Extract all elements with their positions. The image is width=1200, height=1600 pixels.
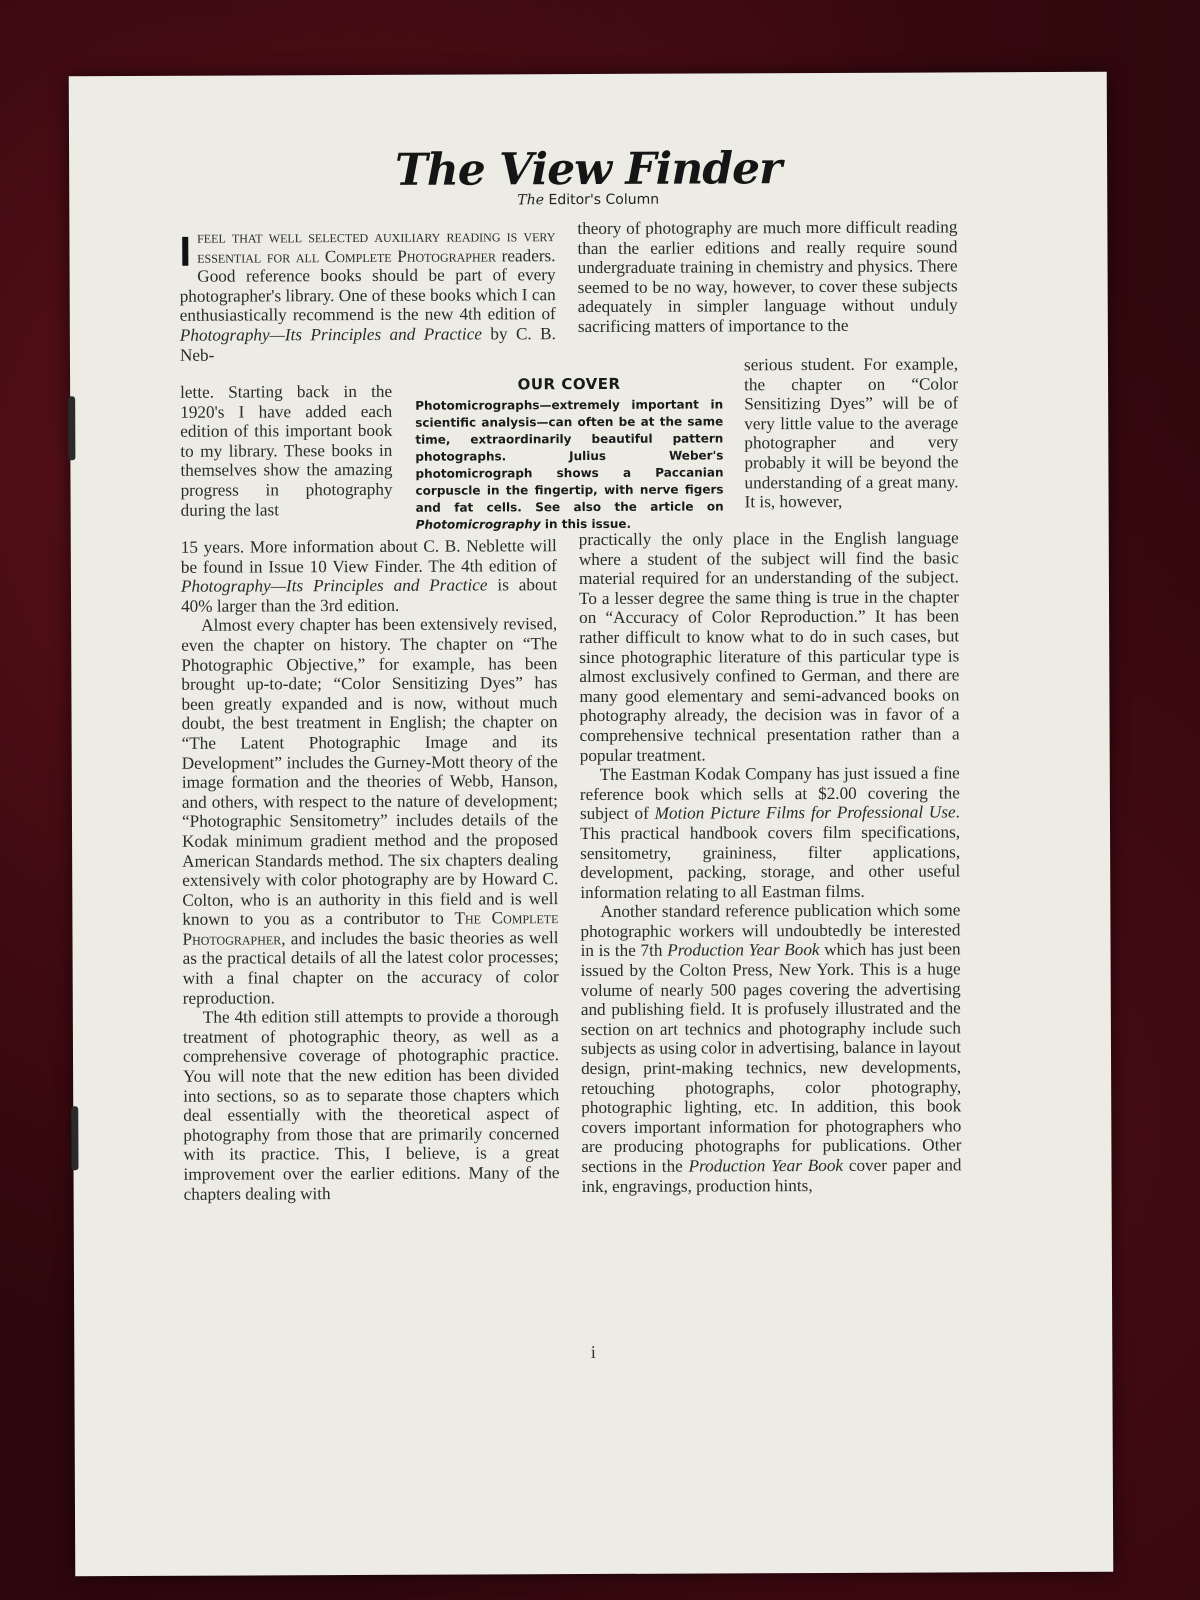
masthead-title: The View Finder <box>394 143 782 196</box>
staple <box>68 396 75 460</box>
wrap-text: lette. Starting back in the 1920's I have added each edition of this important book to my library. These books in themselves show the amazing progress in photography during the last <box>180 381 393 520</box>
page-number: i <box>590 1341 596 1363</box>
paragraph: The Eastman Kodak Company has just issued a fine reference book which sells at $2.00 covering the subject of Motion Picture Films for Professional Use. This practical handbook covers film specifications, sensitometry, graininess, filter applications, development, packing, storage, and other useful information relating to all Eastman films. <box>579 763 961 902</box>
paragraph: 15 years. More information about C. B. Neblette will be found in Issue 10 View Finder. The 4th edition of Photography—Its Principles and Practice is about 40% larger than the 3rd edition. <box>180 536 557 616</box>
paragraph: Almost every chapter has been extensively revised, even the chapter on history. The chapter on “The Photographic Objective,” for example, has been brought up-to-date; “Color Sensitizing Dyes” has been greatly expanded and is now, without much doubt, the best treatment in English; the chapter on “The Latent Photographic Image and its Development” includes the Gurney-Mott theory of the image formation and the theories of Webb, Hanson, and others, with respect to the nature of development; “Photographic Sensitometry” includes details of the Kodak minimum gradient method and the proposed American Standards method. The six chapters dealing extensively with color photography are by Howard C. Colton, who is an authority in this field and is well known to you as a contributor to The Complete Photographer, and includes the basic theories as well as the practical details of all the latest color processes; with a final chapter on the accuracy of color reproduction. <box>181 614 559 1008</box>
paragraph: theory of photography are much more difficult reading than the earlier editions and really require sound undergraduate training in chemistry and physics. There seemed to be no way, however, to cover these subjects adequately in simpler language without unduly sacrificing matters of importance to the <box>577 217 958 337</box>
our-cover-box <box>415 374 724 533</box>
column-1-top <box>179 226 556 365</box>
column-2-top <box>577 217 958 336</box>
column-1-bottom <box>181 536 560 1204</box>
our-cover-title: OUR COVER <box>517 374 621 394</box>
column-2-wrap <box>744 354 959 512</box>
wrap-text: serious student. For example, the chapter on “Color Sensitizing Dyes” will be of very little value to the average photographer and very probably it will be beyond the understanding of a great many. It is, however, <box>743 354 959 512</box>
paragraph: practically the only place in the English language where a student of the subject will find the basic material required for an understanding of the subject. To a lesser degree the same thing is true in the chapter on “Accuracy of Color Reproduction.” It has been rather difficult to know what to do in such cases, but since photographic literature of this particular type is almost exclusively confined to German, and there are many good elementary and semi-advanced books on photography already, the decision was in favor of a comprehensive technical presentation rather than a popular treatment. <box>578 528 960 765</box>
magazine-page <box>69 72 1114 1577</box>
masthead-subtitle: The Editor's Column <box>517 191 660 209</box>
intro-paragraph: Ifeel that well selected auxiliary reading is very essential for all Complete Photographer readers. Good reference books should be part of every photographer's library. One of these books which I can enthusiastically recommend is the new 4th edition of Photography—Its Principles and Practice by C. B. Neb- <box>179 226 556 365</box>
column-1-wrap <box>180 382 393 520</box>
our-cover-body: Photomicrographs—extremely important in scientific analysis—can often be at the same time, extraordinarily beautiful pattern photographs. Julius Weber's photomicrograph shows a Paccanian corpuscle in the fingertip, with nerve figers and fat cells. See also the article on Photomicrography in this issue. <box>415 397 724 532</box>
paragraph: The 4th edition still attempts to provide a thorough treatment of photographic theory, as well as a comprehensive coverage of photographic practice. You will note that the new edition has been divided into sections, so as to separate those chapters which deal essentially with the theoretical aspect of photography from those that are primarily concerned with its practice. This, I believe, is a great improvement over the earlier editions. Many of the chapters dealing with <box>182 1006 560 1204</box>
masthead <box>69 144 1107 211</box>
staple <box>71 1106 78 1170</box>
paragraph: Another standard reference publication which some photographic workers will undoubtedly be interested in is the 7th Production Year Book which has just been issued by the Colton Press, New York. This is a huge volume of nearly 500 pages covering the advertising and publishing field. It is profusely illustrated and the section on art technics and photography include such subjects as using color in advertising, balance in layout design, print-making technics, new developments, retouching photographs, color photography, photographic lighting, etc. In addition, this book covers important information for photographers who are producing photographs for publications. Other sections in the Production Year Book cover paper and ink, engravings, production hints, <box>580 900 962 1196</box>
drop-cap: I <box>179 227 192 275</box>
column-2-bottom <box>579 528 962 1196</box>
